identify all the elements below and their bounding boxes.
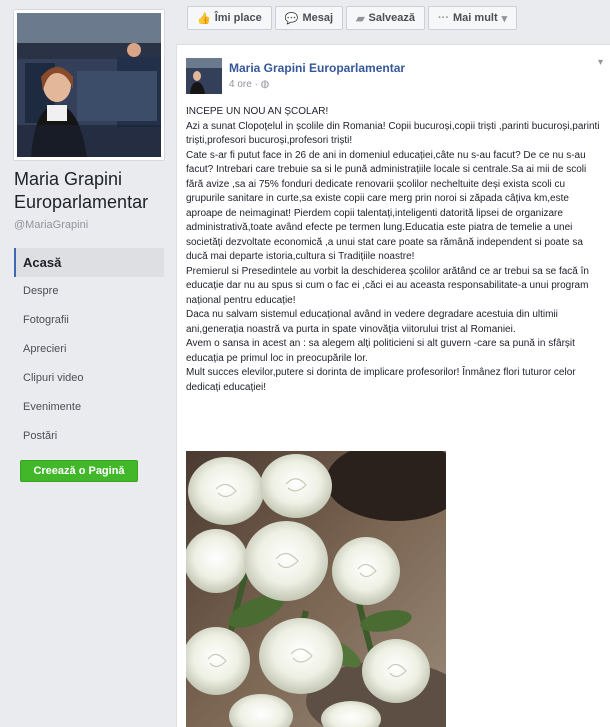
like-button[interactable] — [187, 6, 272, 30]
nav-item-home[interactable]: Acasă — [14, 248, 164, 277]
post-card — [176, 44, 610, 727]
post-time-text: 4 ore — [229, 79, 252, 90]
post-paragraph: INCEPE UN NOU AN ȘCOLAR! — [186, 106, 329, 117]
left-column — [0, 0, 172, 726]
avatar-image — [186, 58, 222, 94]
nav-item-about[interactable]: Despre — [23, 285, 59, 297]
bookmark-icon: ▰ — [356, 12, 365, 25]
nav-item-events[interactable]: Evenimente — [23, 401, 82, 413]
post-photo[interactable] — [186, 451, 446, 727]
create-page-button[interactable]: Creează o Pagină — [20, 460, 138, 482]
thumbs-up-icon: 👍 — [197, 12, 211, 25]
nav-item-likes[interactable]: Aprecieri — [23, 343, 67, 355]
page-action-bar — [187, 6, 517, 30]
post-paragraph: Daca nu salvam sistemul educațional având in vedere degradare acestuia din ultimii ani,generația noastră va purta in spate vinovăția viitorului trist al Romaniei. — [186, 309, 558, 335]
ellipsis-icon: ··· — [438, 12, 450, 24]
profile-photo-image — [17, 13, 161, 157]
post-paragraph: Mult succes elevilor,putere si dorinta de implicare profesorilor! Înmânez flori tuturor celor dedicați educației! — [186, 367, 576, 393]
post-author-avatar[interactable] — [186, 58, 222, 94]
profile-picture[interactable] — [14, 10, 164, 160]
nav-item-posts[interactable]: Postări — [23, 430, 58, 442]
post-text — [186, 105, 602, 395]
save-label: Salvează — [368, 12, 416, 24]
more-label: Mai mult — [453, 12, 498, 24]
chevron-down-icon[interactable]: ▾ — [597, 57, 603, 68]
caret-down-icon: ▾ — [501, 12, 508, 25]
chat-bubble-icon: 💬 — [284, 12, 299, 25]
post-paragraph: Azi a sunat Clopoțelul in școlile din Romania! Copii bucuroși,copii triști ,parinti bucuroși,parinti triști,profesori bucuroși,profesori triști! — [186, 120, 600, 146]
post-paragraph: Premierul si Presedintele au vorbit la deschiderea școlilor arătând ce ar trebui sa se facă în educație dar nu au spus si cum o fac ei ,căci ei au aceasta responsabilitate-a unui program național pentru educație! — [186, 265, 589, 306]
message-button[interactable] — [275, 6, 343, 30]
nav-item-videos[interactable]: Clipuri video — [23, 372, 84, 384]
post-author-name[interactable]: Maria Grapini Europarlamentar — [229, 61, 406, 75]
nav-item-photos[interactable]: Fotografii — [23, 314, 69, 326]
more-button[interactable] — [428, 6, 517, 30]
post-paragraph: Avem o sansa in acest an : sa alegem alți politicieni si alt guvern -care sa pună in sfârșit educația pe primul loc in preocupările lor. — [186, 338, 575, 364]
save-button[interactable] — [346, 6, 425, 30]
post-timestamp[interactable] — [229, 79, 269, 90]
post-paragraph: Cate s-ar fi putut face in 26 de ani in domeniul educației,câte nu s-au facut? De ce nu s-au facut? Intrebari care trebuie sa si le pună administrațiile locale si centrale.Sa ai mii de scoli fără avize ,sa ai 75% fonduri dedicate renovarii școlilor necheltuite deși exista scoli cu grupurile sanitare in curte,sa existe copii care merg prin noroi si zăpada câțiva km,este aproape de neimaginat! Pierdem copii talentați,inteligenti datorită lipsei de organizare administrativă,toate având efecte pe termen lung.Educatia este piatra de temelie a unei societăți dezvoltate economică ,a unui stat care poate sa rămână independent si poate sa ducă mai departe istoria,cultura si Tradițiile noastre! — [186, 149, 587, 262]
like-label: Îmi place — [214, 12, 262, 24]
globe-icon: · ◍ — [254, 79, 270, 90]
page-handle[interactable]: @MariaGrapini — [14, 219, 89, 231]
page-nav — [14, 248, 164, 451]
white-roses-image — [186, 451, 446, 727]
message-label: Mesaj — [302, 12, 334, 24]
page-title[interactable]: Maria Grapini Europarlamentar — [14, 169, 149, 212]
